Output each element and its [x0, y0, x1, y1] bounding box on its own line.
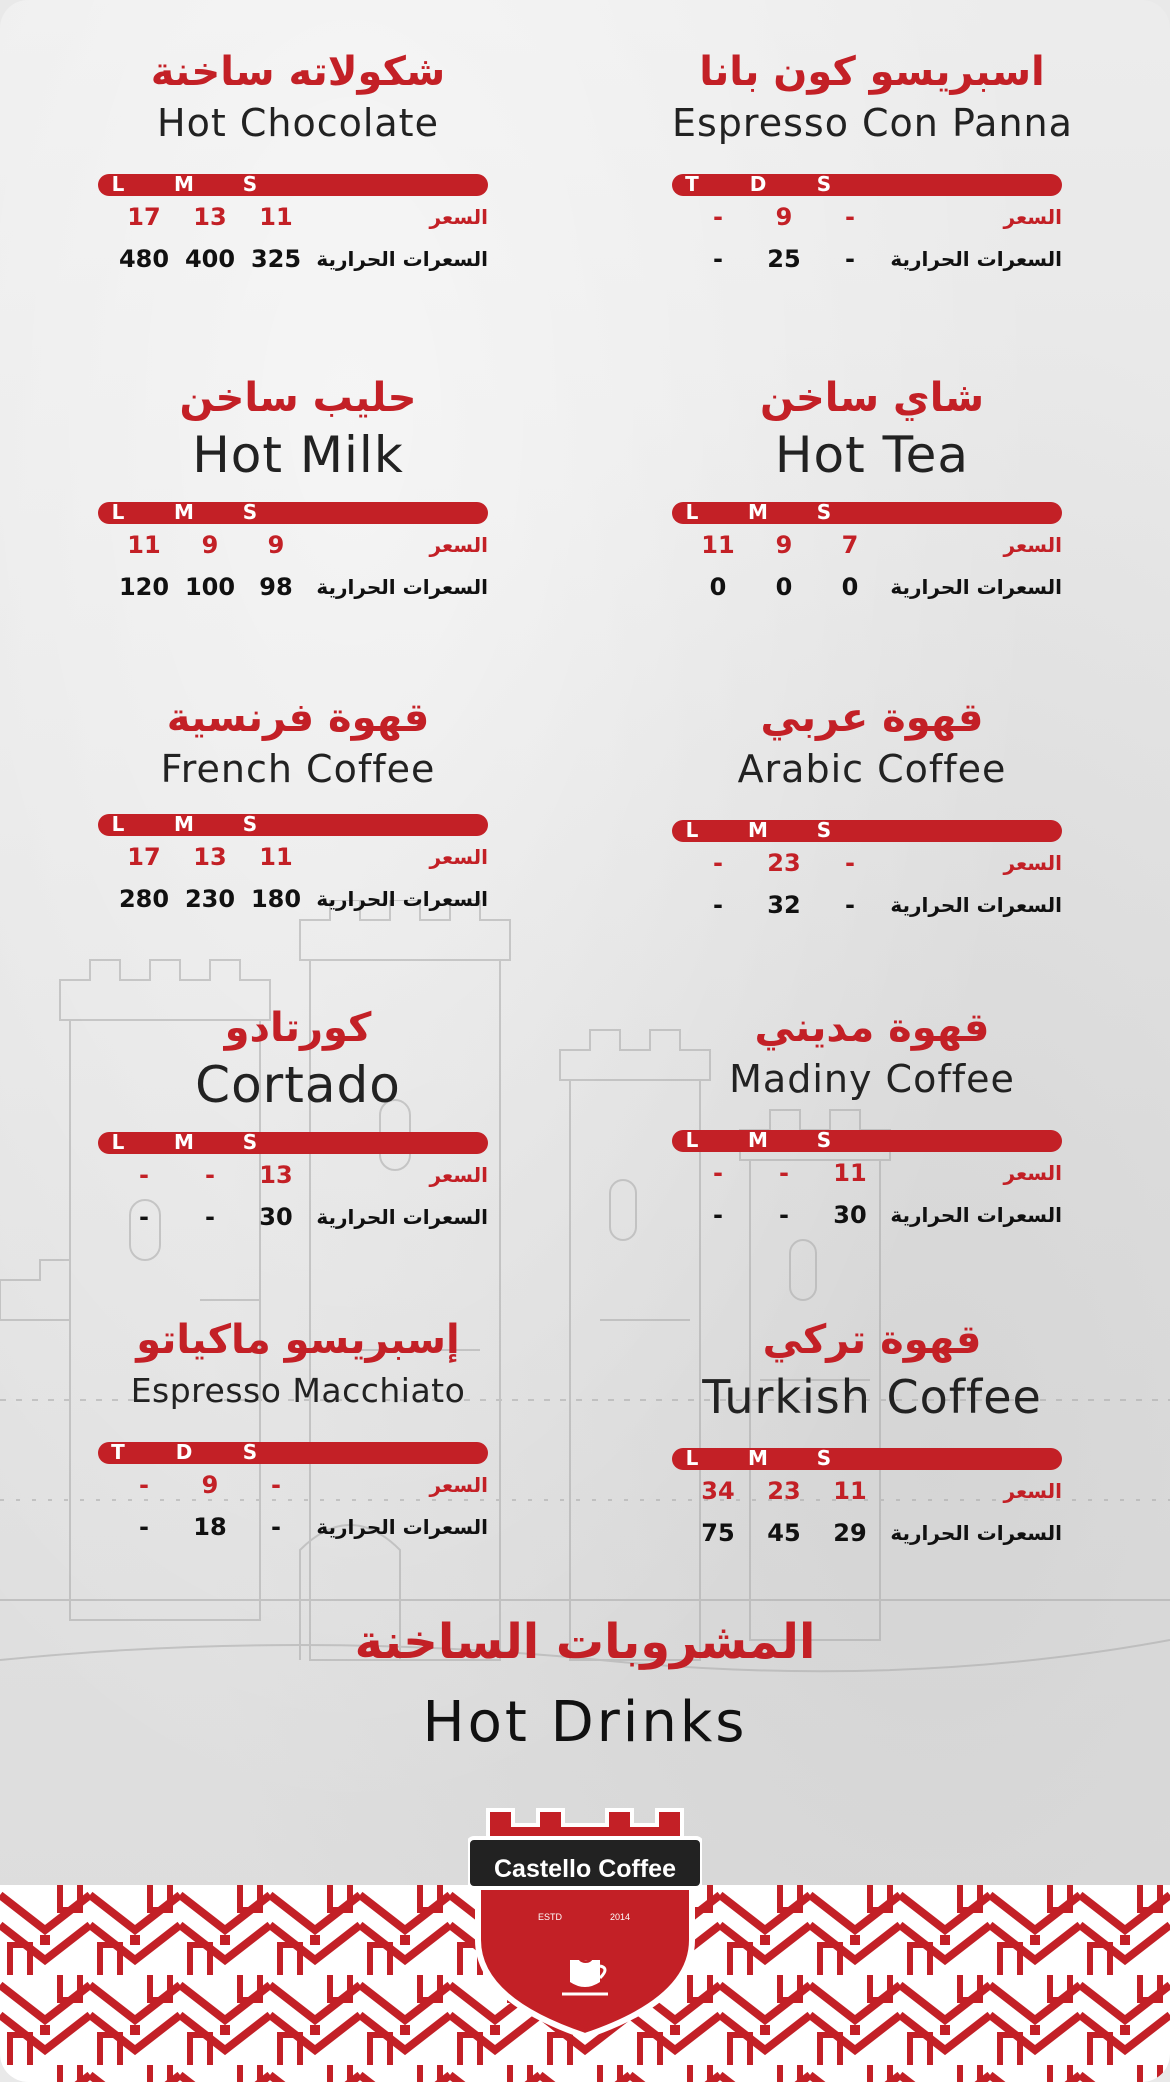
item-name-ar: إسبريسو ماكياتو — [136, 1317, 460, 1363]
price-label: السعر — [429, 205, 488, 229]
size-bar — [98, 814, 488, 836]
size-label: M — [748, 1128, 768, 1152]
calories-value: 480 — [118, 245, 170, 273]
price-label: السعر — [429, 1163, 488, 1187]
size-label: S — [242, 172, 258, 196]
price-row — [672, 196, 1072, 238]
coffee-cup-icon: C — [576, 1942, 594, 1969]
item-name-en: Arabic Coffee — [737, 747, 1007, 791]
calories-value: 30 — [833, 1201, 867, 1229]
calories-label: السعرات الحرارية — [890, 893, 1062, 917]
price-value: - — [271, 1471, 281, 1499]
calories-label: السعرات الحرارية — [316, 1515, 488, 1539]
price-value: 9 — [775, 531, 793, 559]
size-label: M — [174, 1130, 194, 1154]
price-value: 9 — [201, 1471, 219, 1499]
price-value: 23 — [767, 1477, 801, 1505]
section-title-en: Hot Drinks — [422, 1690, 748, 1755]
price-label: السعر — [1003, 205, 1062, 229]
calories-label: السعرات الحرارية — [316, 1205, 488, 1229]
price-value: 11 — [259, 843, 293, 871]
calories-value: 400 — [184, 245, 236, 273]
price-value: 13 — [193, 843, 227, 871]
price-value: - — [713, 849, 723, 877]
calories-value: 32 — [767, 891, 801, 919]
size-label: M — [748, 1446, 768, 1470]
calories-label: السعرات الحرارية — [316, 575, 488, 599]
size-bar — [672, 820, 1062, 842]
price-value: - — [205, 1161, 215, 1189]
calories-row — [672, 1512, 1072, 1554]
menu-item-madiny-coffee — [672, 1002, 1072, 1236]
calories-value: - — [713, 891, 723, 919]
size-label: S — [816, 1128, 832, 1152]
size-bar — [672, 1130, 1062, 1152]
price-row — [672, 1152, 1072, 1194]
size-bar — [672, 174, 1062, 196]
calories-value: - — [779, 1201, 789, 1229]
item-name-en: Hot Chocolate — [157, 101, 439, 145]
size-label: S — [816, 1446, 832, 1470]
logo-name: Castello Coffee — [494, 1855, 676, 1883]
calories-label: السعرات الحرارية — [890, 247, 1062, 271]
calories-label: السعرات الحرارية — [890, 1203, 1062, 1227]
calories-row — [672, 238, 1072, 280]
calories-value: 0 — [709, 573, 727, 601]
size-bar — [98, 174, 488, 196]
item-name-en: Cortado — [195, 1056, 401, 1114]
calories-value: 325 — [250, 245, 302, 273]
price-value: 13 — [193, 203, 227, 231]
price-label: السعر — [429, 533, 488, 557]
price-value: 7 — [841, 531, 859, 559]
calories-row — [98, 566, 498, 608]
castle-shield-icon — [468, 1800, 702, 2040]
price-row — [98, 196, 498, 238]
price-value: 34 — [701, 1477, 735, 1505]
item-name-en: Espresso Con Panna — [672, 101, 1073, 145]
item-name-ar: قهوة تركي — [762, 1317, 982, 1363]
size-bar — [672, 1448, 1062, 1470]
calories-value: 120 — [118, 573, 170, 601]
price-value: 11 — [259, 203, 293, 231]
calories-value: - — [139, 1203, 149, 1231]
price-row — [98, 1464, 498, 1506]
size-label: L — [685, 1446, 699, 1470]
menu-item-hot-chocolate — [98, 46, 498, 280]
menu-item-french-coffee — [98, 692, 498, 920]
calories-label: السعرات الحرارية — [316, 247, 488, 271]
price-value: - — [845, 203, 855, 231]
size-label: D — [749, 172, 767, 196]
price-label: السعر — [1003, 1161, 1062, 1185]
price-label: السعر — [1003, 533, 1062, 557]
calories-value: 230 — [184, 885, 236, 913]
calories-value: 18 — [193, 1513, 227, 1541]
price-value: 11 — [833, 1477, 867, 1505]
price-row — [672, 842, 1072, 884]
menu-item-espresso-con-panna — [672, 46, 1072, 280]
price-label: السعر — [429, 845, 488, 869]
menu-item-arabic-coffee — [672, 692, 1072, 926]
menu-item-hot-tea — [672, 372, 1072, 608]
menu-item-cortado — [98, 1002, 498, 1238]
size-label: T — [111, 1440, 125, 1464]
size-label: M — [174, 500, 194, 524]
menu-item-hot-milk — [98, 372, 498, 608]
item-name-ar: حليب ساخن — [179, 375, 417, 421]
size-label: T — [685, 172, 699, 196]
price-label: السعر — [429, 1473, 488, 1497]
price-row — [98, 524, 498, 566]
size-label: M — [174, 812, 194, 836]
calories-row — [98, 238, 498, 280]
calories-row — [672, 1194, 1072, 1236]
size-label: S — [816, 500, 832, 524]
size-label: S — [816, 818, 832, 842]
item-name-en: Espresso Macchiato — [130, 1371, 466, 1410]
size-label: L — [685, 500, 699, 524]
price-value: 11 — [127, 531, 161, 559]
item-name-ar: قهوة فرنسية — [166, 695, 430, 741]
item-name-ar: شكولاته ساخنة — [150, 49, 446, 95]
size-bar — [98, 1132, 488, 1154]
calories-row — [98, 1196, 498, 1238]
calories-value: 180 — [250, 885, 302, 913]
price-label: السعر — [1003, 1479, 1062, 1503]
size-bar — [98, 502, 488, 524]
calories-row — [672, 884, 1072, 926]
price-value: 9 — [775, 203, 793, 231]
calories-value: - — [271, 1513, 281, 1541]
section-title-ar: المشروبات الساخنة — [354, 1614, 816, 1670]
size-label: M — [748, 500, 768, 524]
item-name-en: Madiny Coffee — [729, 1057, 1015, 1101]
calories-value: 75 — [701, 1519, 735, 1547]
price-value: 17 — [127, 843, 161, 871]
calories-value: 100 — [184, 573, 236, 601]
menu-item-espresso-macchiato — [98, 1314, 498, 1548]
price-value: 9 — [201, 531, 219, 559]
size-label: S — [242, 500, 258, 524]
price-value: - — [845, 849, 855, 877]
calories-label: السعرات الحرارية — [890, 1521, 1062, 1545]
price-value: 13 — [259, 1161, 293, 1189]
item-name-en: Hot Milk — [192, 426, 404, 484]
calories-value: 280 — [118, 885, 170, 913]
price-row — [672, 1470, 1072, 1512]
size-bar — [98, 1442, 488, 1464]
size-label: L — [111, 812, 125, 836]
size-label: M — [174, 172, 194, 196]
price-value: 17 — [127, 203, 161, 231]
logo-year: 2014 — [609, 1912, 631, 1922]
calories-value: - — [845, 891, 855, 919]
size-label: S — [242, 1440, 258, 1464]
calories-value: - — [713, 1201, 723, 1229]
size-label: S — [242, 812, 258, 836]
price-value: - — [139, 1161, 149, 1189]
size-label: L — [111, 1130, 125, 1154]
size-label: L — [111, 500, 125, 524]
size-label: L — [685, 818, 699, 842]
calories-value: 98 — [259, 573, 293, 601]
price-value: 11 — [833, 1159, 867, 1187]
calories-label: السعرات الحرارية — [890, 575, 1062, 599]
menu-item-turkish-coffee — [672, 1314, 1072, 1554]
calories-value: 0 — [775, 573, 793, 601]
calories-row — [672, 566, 1072, 608]
calories-value: - — [139, 1513, 149, 1541]
size-label: M — [748, 818, 768, 842]
item-name-en: Hot Tea — [774, 426, 970, 484]
price-value: 9 — [267, 531, 285, 559]
price-row — [98, 1154, 498, 1196]
size-bar — [672, 502, 1062, 524]
item-name-ar: اسبريسو كون بانا — [699, 49, 1045, 95]
size-label: S — [242, 1130, 258, 1154]
calories-label: السعرات الحرارية — [316, 887, 488, 911]
item-name-ar: قهوة عربي — [760, 695, 984, 741]
calories-row — [98, 1506, 498, 1548]
price-row — [98, 836, 498, 878]
item-name-ar: شاي ساخن — [759, 375, 985, 421]
price-value: - — [713, 1159, 723, 1187]
logo-estd: ESTD — [537, 1912, 562, 1922]
calories-value: - — [845, 245, 855, 273]
price-value: 11 — [701, 531, 735, 559]
price-value: 23 — [767, 849, 801, 877]
size-label: D — [175, 1440, 193, 1464]
size-label: L — [111, 172, 125, 196]
calories-value: - — [713, 245, 723, 273]
price-row — [672, 524, 1072, 566]
size-label: S — [816, 172, 832, 196]
calories-value: 0 — [841, 573, 859, 601]
calories-row — [98, 878, 498, 920]
calories-value: 25 — [767, 245, 801, 273]
item-name-ar: قهوة مديني — [754, 1005, 990, 1051]
calories-value: 45 — [767, 1519, 801, 1547]
calories-value: 30 — [259, 1203, 293, 1231]
calories-value: 29 — [833, 1519, 867, 1547]
item-name-en: Turkish Coffee — [702, 1370, 1042, 1424]
item-name-ar: كورتادو — [224, 1005, 372, 1051]
price-value: - — [139, 1471, 149, 1499]
calories-value: - — [205, 1203, 215, 1231]
size-label: L — [685, 1128, 699, 1152]
price-value: - — [713, 203, 723, 231]
price-label: السعر — [1003, 851, 1062, 875]
item-name-en: French Coffee — [160, 747, 436, 791]
price-value: - — [779, 1159, 789, 1187]
